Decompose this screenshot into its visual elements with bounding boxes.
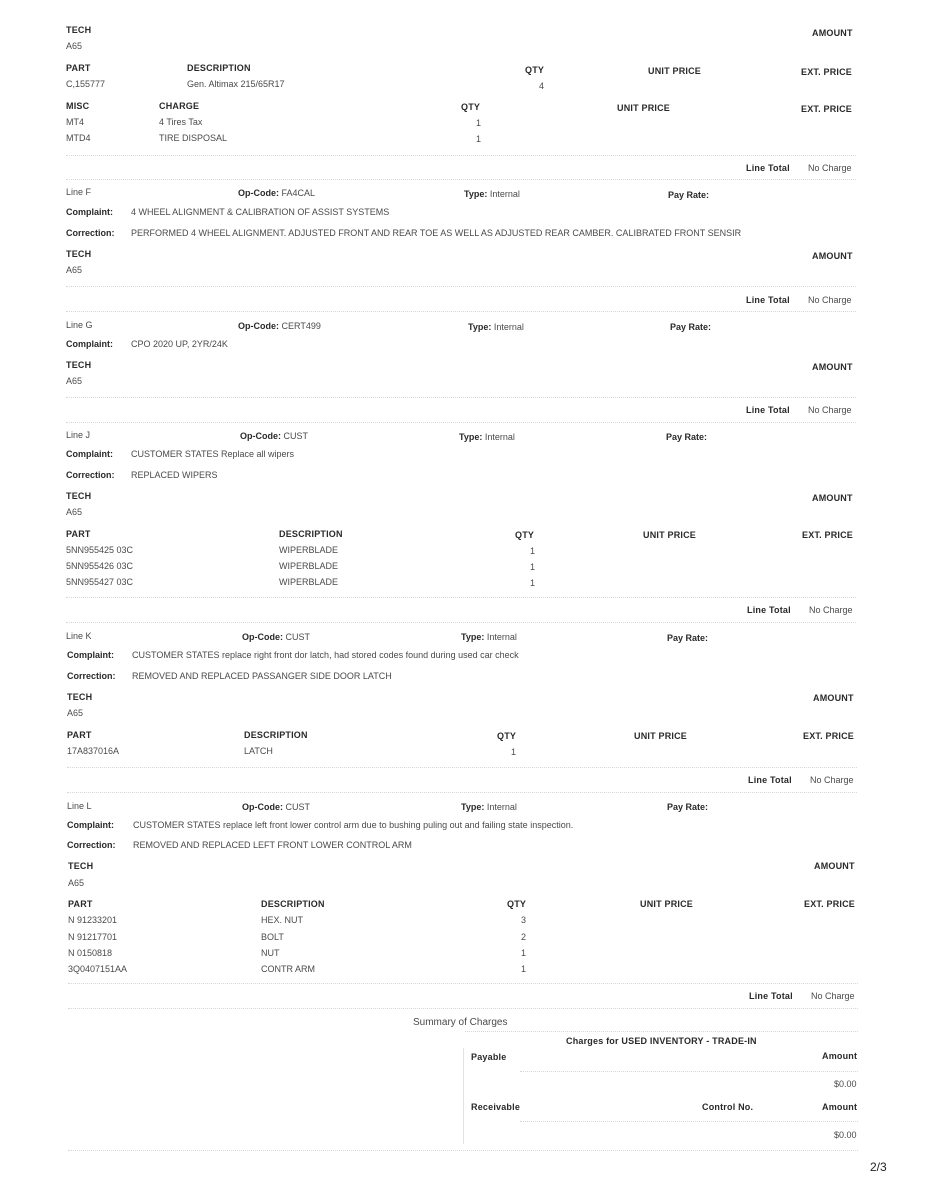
description-header: DESCRIPTION [261, 899, 325, 909]
part-number: N 91217701 [68, 932, 118, 942]
line-total-label: Line Total [746, 295, 790, 305]
unit-price-header: UNIT PRICE [643, 530, 697, 540]
pay-rate-label: Pay Rate: [667, 802, 709, 812]
tech-id: A65 [66, 507, 83, 517]
line-total-value: No Charge [809, 605, 853, 615]
complaint-label: Complaint: [67, 650, 114, 660]
complaint-text: CUSTOMER STATES Replace all wipers [131, 449, 295, 459]
charges-for-header: Charges for USED INVENTORY - TRADE-IN [566, 1036, 757, 1046]
complaint-label: Complaint: [67, 820, 114, 830]
summary-title: Summary of Charges [413, 1017, 508, 1028]
part-header: PART [66, 529, 91, 539]
unit-price-header: UNIT PRICE [634, 731, 688, 741]
part-qty: 4 [539, 81, 545, 91]
line-total-label: Line Total [746, 163, 790, 173]
part-description: Gen. Altimax 215/65R17 [187, 79, 285, 89]
qty-header: QTY [525, 65, 545, 75]
ext-price-header: EXT. PRICE [802, 530, 854, 540]
tech-header: TECH [66, 360, 92, 370]
complaint-text: CUSTOMER STATES replace left front lower control arm due to bushing puling out and failing state inspection. [133, 820, 574, 830]
op-code: Op-Code: CUST [240, 431, 309, 441]
complaint-text: 4 WHEEL ALIGNMENT & CALIBRATION OF ASSIST SYSTEMS [131, 207, 390, 217]
line-label: Line K [66, 631, 92, 641]
tech-header: TECH [66, 491, 92, 501]
unit-price-header: UNIT PRICE [617, 103, 671, 113]
line-total-value: No Charge [808, 295, 852, 305]
part-qty: 1 [521, 964, 527, 974]
complaint-label: Complaint: [66, 449, 113, 459]
amount-header: AMOUNT [814, 861, 855, 871]
part-description: BOLT [261, 932, 284, 942]
misc-code: MT4 [66, 117, 84, 127]
type: Type: Internal [461, 802, 517, 812]
op-code: Op-Code: CUST [242, 802, 311, 812]
type: Type: Internal [468, 322, 524, 332]
part-number: N 0150818 [68, 948, 113, 958]
misc-code: MTD4 [66, 133, 91, 143]
part-description: NUT [261, 948, 280, 958]
type: Type: Internal [459, 432, 515, 442]
complaint-label: Complaint: [66, 339, 113, 349]
part-description: WIPERBLADE [279, 577, 339, 587]
qty-header: QTY [515, 530, 535, 540]
ext-price-header: EXT. PRICE [801, 104, 853, 114]
description-header: DESCRIPTION [187, 63, 251, 73]
amount-header: AMOUNT [813, 693, 854, 703]
control-no-header: Control No. [702, 1102, 754, 1112]
amount-header: AMOUNT [812, 28, 853, 38]
part-qty: 1 [530, 562, 536, 572]
line-total-label: Line Total [746, 405, 790, 415]
line-total-value: No Charge [808, 163, 852, 173]
part-qty: 1 [521, 948, 527, 958]
pay-rate-label: Pay Rate: [670, 322, 712, 332]
complaint-label: Complaint: [66, 207, 113, 217]
amount-header: AMOUNT [812, 493, 853, 503]
pay-rate-label: Pay Rate: [666, 432, 708, 442]
ext-price-header: EXT. PRICE [803, 731, 855, 741]
type: Type: Internal [464, 189, 520, 199]
qty-header: QTY [507, 899, 527, 909]
part-qty: 1 [530, 546, 536, 556]
complaint-text: CPO 2020 UP, 2YR/24K [131, 339, 228, 349]
description-header: DESCRIPTION [244, 730, 308, 740]
correction-text: PERFORMED 4 WHEEL ALIGNMENT. ADJUSTED FRONT AND REAR TOE AS WELL AS ADJUSTED REAR CAMBER. CALIBRATED FRONT SENSIR [131, 228, 742, 238]
tech-id: A65 [67, 708, 84, 718]
correction-text: REMOVED AND REPLACED PASSANGER SIDE DOOR LATCH [132, 671, 392, 681]
line-total-value: No Charge [808, 405, 852, 415]
unit-price-header: UNIT PRICE [640, 899, 694, 909]
description-header: DESCRIPTION [279, 529, 343, 539]
part-description: HEX. NUT [261, 915, 304, 925]
complaint-text: CUSTOMER STATES replace right front dor latch, had stored codes found during used car check [132, 650, 519, 660]
op-code: Op-Code: FA4CAL [238, 188, 316, 198]
part-number: N 91233201 [68, 915, 118, 925]
amount-header: Amount [822, 1051, 858, 1061]
unit-price-header: UNIT PRICE [648, 66, 702, 76]
op-code: Op-Code: CERT499 [238, 321, 321, 331]
tech-id: A65 [66, 41, 83, 51]
line-total-label: Line Total [748, 775, 792, 785]
misc-charge: TIRE DISPOSAL [159, 133, 228, 143]
line-label: Line G [66, 320, 93, 330]
part-qty: 2 [521, 932, 527, 942]
pay-rate-label: Pay Rate: [667, 633, 709, 643]
part-number: 5NN955425 03C [66, 545, 134, 555]
misc-qty: 1 [476, 118, 482, 128]
tech-id: A65 [66, 265, 83, 275]
part-description: LATCH [244, 746, 273, 756]
ext-price-header: EXT. PRICE [804, 899, 856, 909]
line-label: Line J [66, 430, 91, 440]
page-number: 2/3 [870, 1160, 887, 1174]
part-number: 5NN955427 03C [66, 577, 134, 587]
misc-header: MISC [66, 101, 90, 111]
amount-header: AMOUNT [812, 362, 853, 372]
payable-amount: $0.00 [834, 1079, 857, 1089]
part-description: WIPERBLADE [279, 561, 339, 571]
part-number: C,155777 [66, 79, 106, 89]
correction-text: REMOVED AND REPLACED LEFT FRONT LOWER CONTROL ARM [133, 840, 412, 850]
tech-header: TECH [66, 249, 92, 259]
ext-price-header: EXT. PRICE [801, 67, 853, 77]
qty-header: QTY [461, 102, 481, 112]
receivable-label: Receivable [471, 1102, 521, 1112]
line-total-label: Line Total [749, 991, 793, 1001]
part-description: WIPERBLADE [279, 545, 339, 555]
charge-header: CHARGE [159, 101, 200, 111]
line-label: Line L [67, 801, 92, 811]
correction-label: Correction: [66, 228, 115, 238]
op-code: Op-Code: CUST [242, 632, 311, 642]
receivable-amount: $0.00 [834, 1130, 857, 1140]
tech-header: TECH [68, 861, 94, 871]
line-total-value: No Charge [811, 991, 855, 1001]
part-number: 5NN955426 03C [66, 561, 134, 571]
part-number: 3Q0407151AA [68, 964, 128, 974]
tech-id: A65 [66, 376, 83, 386]
payable-label: Payable [471, 1052, 507, 1062]
tech-header: TECH [67, 692, 93, 702]
correction-label: Correction: [67, 840, 116, 850]
correction-text: REPLACED WIPERS [131, 470, 218, 480]
part-number: 17A837016A [67, 746, 120, 756]
pay-rate-label: Pay Rate: [668, 190, 710, 200]
correction-label: Correction: [67, 671, 116, 681]
part-header: PART [67, 730, 92, 740]
line-total-value: No Charge [810, 775, 854, 785]
misc-charge: 4 Tires Tax [159, 117, 203, 127]
part-header: PART [68, 899, 93, 909]
tech-header: TECH [66, 25, 92, 35]
part-qty: 1 [511, 747, 517, 757]
part-qty: 3 [521, 915, 527, 925]
qty-header: QTY [497, 731, 517, 741]
part-header: PART [66, 63, 91, 73]
amount-header: Amount [822, 1102, 858, 1112]
line-total-label: Line Total [747, 605, 791, 615]
misc-qty: 1 [476, 134, 482, 144]
type: Type: Internal [461, 632, 517, 642]
amount-header: AMOUNT [812, 251, 853, 261]
part-description: CONTR ARM [261, 964, 315, 974]
correction-label: Correction: [66, 470, 115, 480]
tech-id: A65 [68, 878, 85, 888]
line-label: Line F [66, 187, 92, 197]
part-qty: 1 [530, 578, 536, 588]
